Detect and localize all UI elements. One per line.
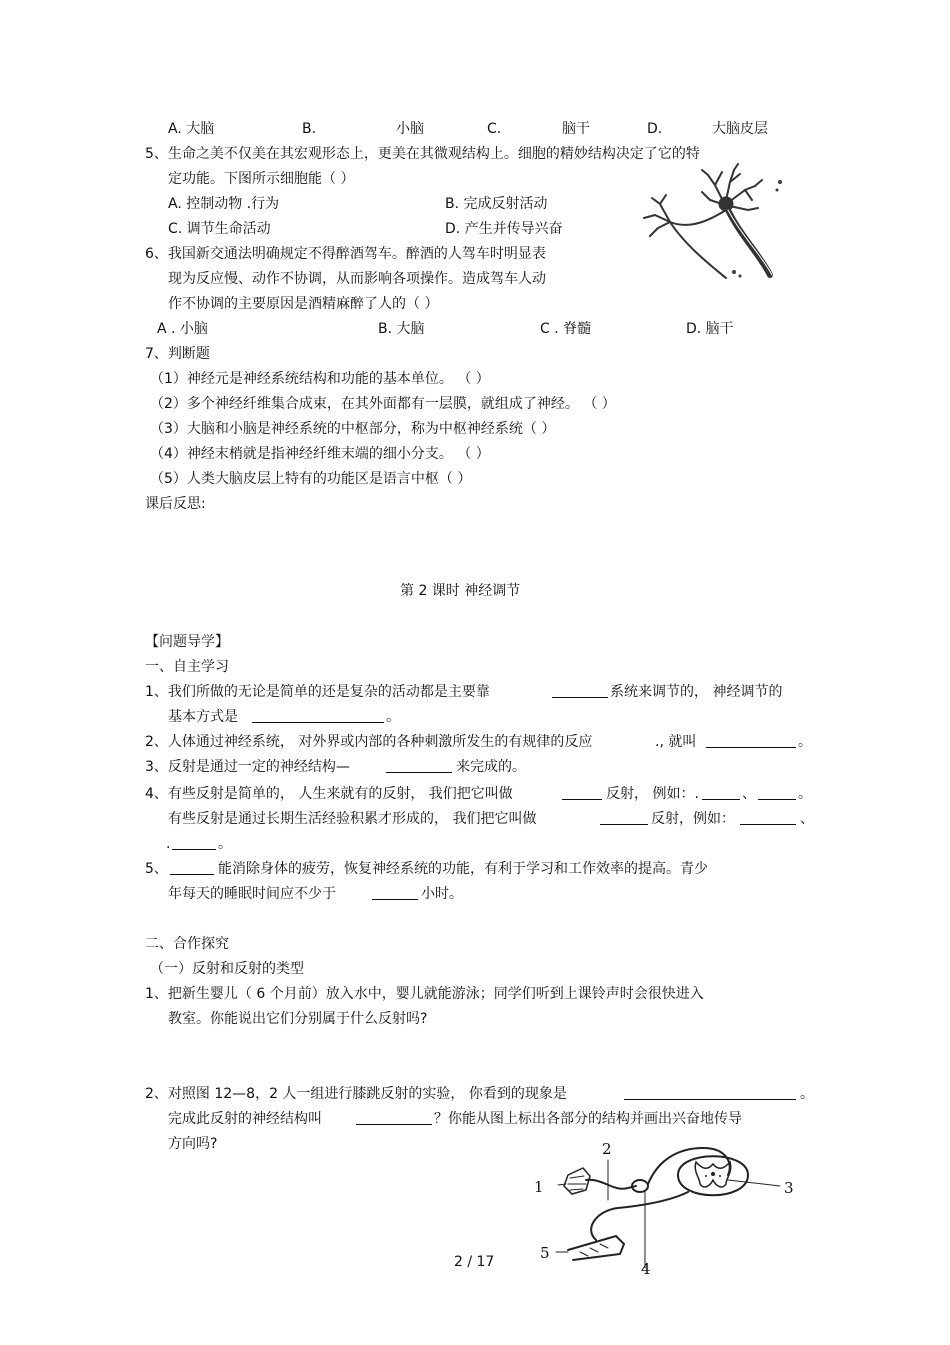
coop-q2-text-a: 2、对照图 12—8，2 人一组进行膝跳反射的实验， 你看到的现象是 xyxy=(145,1086,567,1102)
ss-q2-blank xyxy=(706,733,796,753)
ss-q4-text-f: 反射，例如： xyxy=(651,811,735,827)
reflex-arc-diagram xyxy=(528,1140,808,1278)
q4-option-c-letter: C. xyxy=(487,121,502,137)
coop-q2-text-b: 。 xyxy=(800,1086,814,1102)
q4-option-d-letter: D. xyxy=(647,121,663,137)
page-number: 2 / 17 xyxy=(454,1254,495,1270)
lesson-title: 第 2 课时 神经调节 xyxy=(400,583,521,599)
q5-line1: 5、生命之美不仅美在其宏观形态上，更美在其微观结构上。细胞的精妙结构决定了它的特 xyxy=(145,146,700,162)
ss-q5-blank-2 xyxy=(372,885,418,905)
ss-q4-text-d: 。 xyxy=(798,786,812,802)
q7-title: 7、判断题 xyxy=(145,346,210,362)
ss-q3-text-a: 3、反射是通过一定的神经结构— xyxy=(145,759,350,775)
q5-option-a: A. 控制动物 .行为 xyxy=(168,196,280,212)
ss-q1-text-c: 基本方式是 xyxy=(168,709,238,725)
ss-q4-text-e: 有些反射是通过长期生活经验积累才形成的， 我们把它叫做 xyxy=(168,811,537,827)
ss-q3-blank xyxy=(386,758,452,778)
coop-q2-text-e: 方向吗? xyxy=(168,1136,218,1152)
ss-q4-text-b: 反射， 例如：. xyxy=(606,786,699,802)
coop-q2-blank-1 xyxy=(624,1085,796,1105)
ss-q4-text-i: 。 xyxy=(218,836,232,852)
coop-q2-text-c: 完成此反射的神经结构叫 xyxy=(168,1111,322,1127)
q6-option-d: D. 脑干 xyxy=(686,321,734,337)
neuron-illustration xyxy=(630,160,790,280)
q4-option-b-text: 小脑 xyxy=(396,121,424,137)
diagram-label-5: 5 xyxy=(540,1244,550,1262)
q6-line2: 现为反应慢、动作不协调，从而影响各项操作。造成驾车人动 xyxy=(168,271,546,287)
q6-option-a: A . 小脑 xyxy=(157,321,208,337)
q7-statement-3: （3）大脑和小脑是神经系统的中枢部分，称为中枢神经系统（ ） xyxy=(150,421,556,437)
coop-subheading: （一）反射和反射的类型 xyxy=(150,961,304,977)
ss-q4-blank-4 xyxy=(600,810,648,830)
q6-line3: 作不协调的主要原因是酒精麻醉了人的（ ） xyxy=(168,296,439,312)
q6-option-b: B. 大脑 xyxy=(378,321,425,337)
diagram-label-4: 4 xyxy=(641,1260,651,1278)
q5-line2: 定功能。下图所示细胞能（ ） xyxy=(168,171,355,187)
ss-q2-text-c: 。 xyxy=(798,734,812,750)
self-study-heading: 一、自主学习 xyxy=(145,659,229,675)
ss-q5-text-c: 年每天的睡眠时间应不少于 xyxy=(168,886,336,902)
ss-q1-blank-2 xyxy=(252,708,384,728)
guide-heading: 【问题导学】 xyxy=(145,634,229,650)
ss-q5-text-a: 5、 xyxy=(145,861,168,877)
ss-q4-text-a: 4、有些反射是简单的， 人生来就有的反射， 我们把它叫做 xyxy=(145,786,513,802)
q6-option-c: C . 脊髓 xyxy=(540,321,592,337)
q5-option-b: B. 完成反射活动 xyxy=(445,196,548,212)
ss-q4-blank-1 xyxy=(562,785,602,805)
ss-q1-blank-1 xyxy=(552,683,608,703)
q6-line1: 6、我国新交通法明确规定不得醉酒驾车。醉酒的人驾车时明显表 xyxy=(145,246,546,262)
q7-statement-2: （2）多个神经纤维集合成束，在其外面都有一层膜，就组成了神经。 （ ） xyxy=(150,396,616,412)
reflection-label: 课后反思: xyxy=(145,496,206,512)
coop-q1-line1: 1、把新生婴儿（ 6 个月前）放入水中，婴儿就能游泳；同学们听到上课铃声时会很快进入 xyxy=(145,986,704,1002)
q7-statement-4: （4）神经末梢就是指神经纤维末端的细小分支。 （ ） xyxy=(150,446,490,462)
q4-option-c-text: 脑干 xyxy=(562,121,590,137)
coop-q2-blank-2 xyxy=(356,1110,432,1130)
q4-option-b-letter: B. xyxy=(302,121,317,137)
coop-heading: 二、合作探究 xyxy=(145,936,229,952)
coop-q1-line2: 教室。你能说出它们分别属于什么反射吗? xyxy=(168,1011,428,1027)
ss-q4-text-h: . xyxy=(166,836,171,852)
ss-q3-text-b: 来完成的。 xyxy=(456,759,526,775)
q7-statement-1: （1）神经元是神经系统结构和功能的基本单位。 （ ） xyxy=(150,371,490,387)
ss-q1-text-d: 。 xyxy=(386,709,400,725)
ss-q2-text-a: 2、人体通过神经系统， 对外界或内部的各种刺激所发生的有规律的反应 xyxy=(145,734,593,750)
ss-q1-text-a: 1、我们所做的无论是简单的还是复杂的活动都是主要靠 xyxy=(145,684,490,700)
q5-option-d: D. 产生并传导兴奋 xyxy=(445,221,563,237)
coop-q2-text-d: ？你能从图上标出各部分的结构并画出兴奋地传导 xyxy=(434,1111,742,1127)
diagram-label-1: 1 xyxy=(534,1178,544,1196)
ss-q4-blank-6 xyxy=(172,835,216,855)
diagram-label-2: 2 xyxy=(602,1140,612,1158)
ss-q4-blank-3 xyxy=(758,785,796,805)
ss-q4-blank-5 xyxy=(740,810,796,830)
ss-q4-text-g: 、 xyxy=(800,811,814,827)
ss-q5-blank-1 xyxy=(170,860,214,880)
ss-q1-text-b: 系统来调节的， 神经调节的 xyxy=(610,684,783,700)
diagram-label-3: 3 xyxy=(784,1179,794,1197)
ss-q4-blank-2 xyxy=(702,785,740,805)
q4-option-a: A. 大脑 xyxy=(168,121,215,137)
ss-q5-text-b: 能消除身体的疲劳，恢复神经系统的功能，有利于学习和工作效率的提高。青少 xyxy=(218,861,708,877)
ss-q5-text-d: 小时。 xyxy=(421,886,463,902)
q7-statement-5: （5）人类大脑皮层上特有的功能区是语言中枢（ ） xyxy=(150,471,472,487)
ss-q2-text-b: ., 就叫 xyxy=(655,734,697,750)
ss-q4-text-c: 、 xyxy=(742,786,756,802)
q4-option-d-text: 大脑皮层 xyxy=(712,121,768,137)
q5-option-c: C. 调节生命活动 xyxy=(168,221,271,237)
